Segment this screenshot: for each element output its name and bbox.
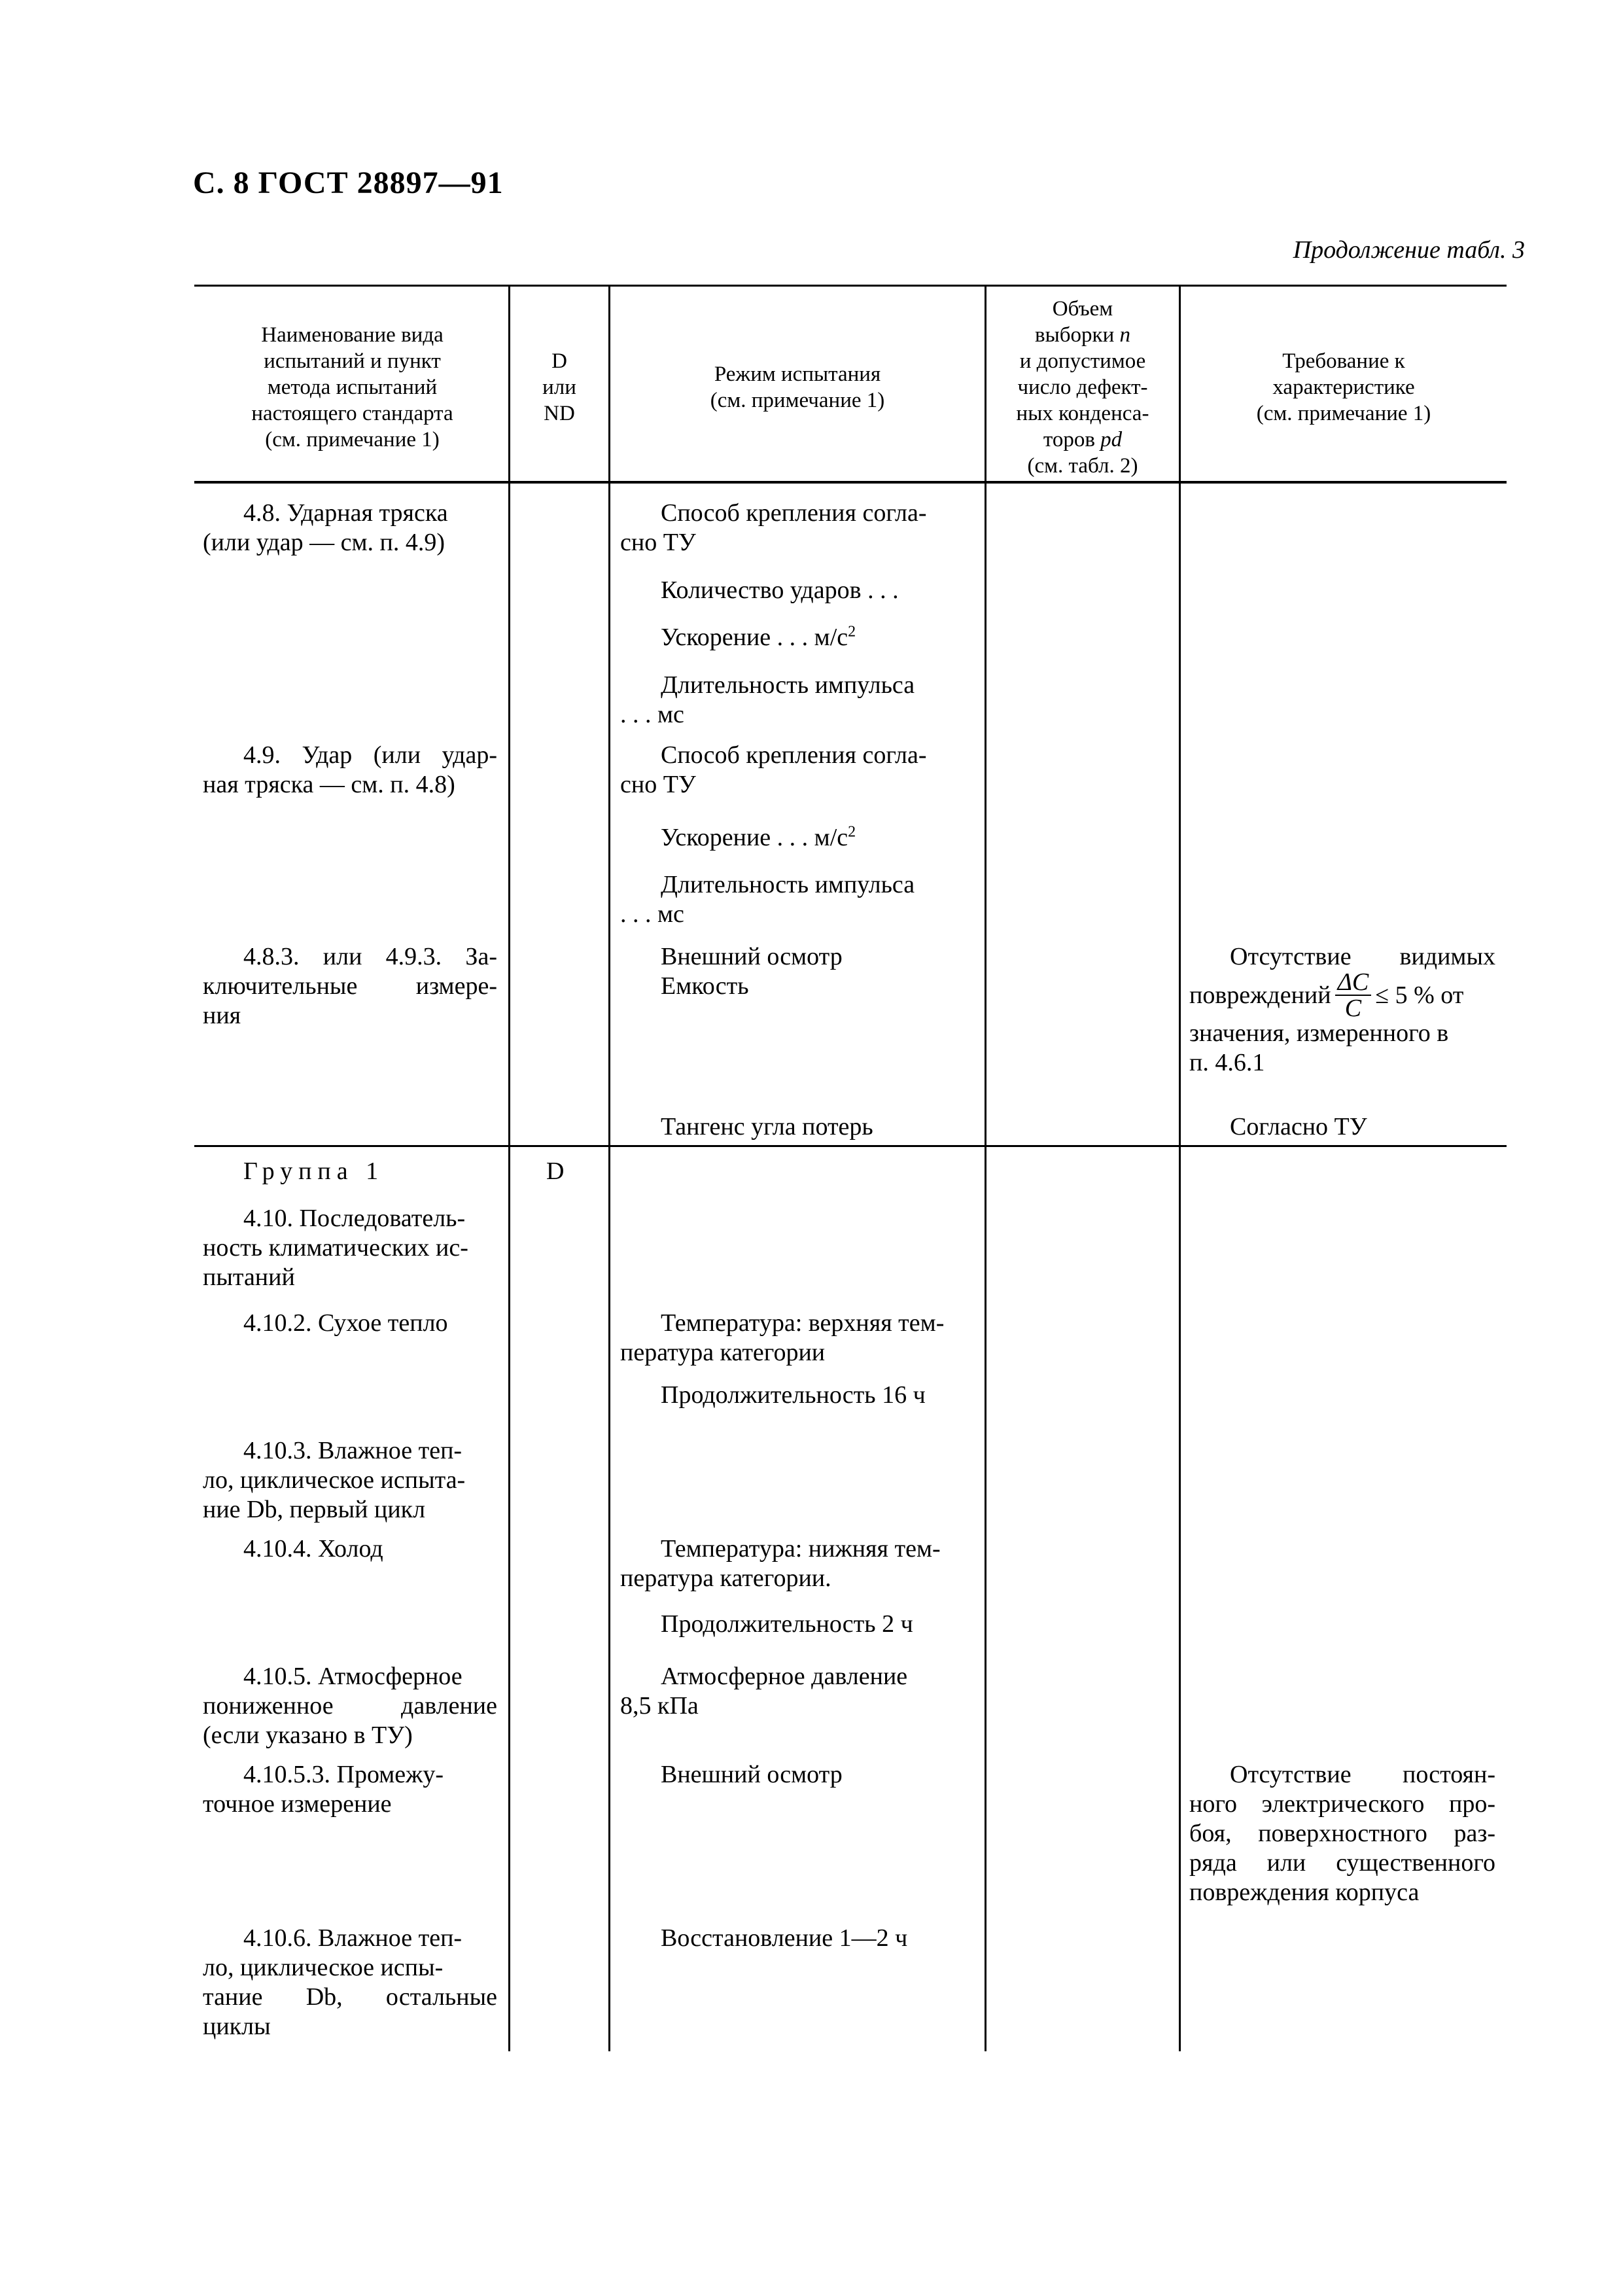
mode-acceleration-2: Ускорение . . . $м/с^2$ [661,823,856,851]
mode-visual-inspection-2: Внешний осмотр [661,1761,843,1788]
delta-c-over-c-fraction: $\frac{\Delta C}{C}$ [1335,970,1372,1021]
mode-temp-lower: Температура: нижняя тем- пература категории. [620,1535,941,1592]
test-4-10-5-label: 4.10.5. Атмосферное пониженное давление (если указано в ТУ) [203,1663,497,1749]
mode-impact-count: Количество ударов . . . [661,576,899,604]
mode-pulse-duration-1: Длительность импульса . . . мс [620,671,915,728]
mode-pulse-duration-2: Длительность импульса . . . мс [620,871,915,928]
column-divider-2 [608,285,610,2051]
mode-visual-inspection-1: Внешний осмотр Емкость [661,943,843,1000]
group-1-d-value: D [546,1157,565,1185]
requirement-no-damage: Отсутствие видимых повреждений $\frac{\Delta C}{C}$ ≤ 5 % от значения, измеренного в п. 4.6.1 [1189,943,1495,1076]
table-continuation-label: Продолжение табл. 3 [1293,236,1525,264]
column-divider-1 [508,285,510,2051]
table-top-rule [194,285,1507,287]
column-divider-3 [985,285,986,2051]
page-header: С. 8 ГОСТ 28897—91 [193,166,504,200]
section-divider-rule [194,1145,1507,1147]
column-header-test-mode: Режим испытания (см. примечание 1) [710,362,885,412]
test-4-8-3-label: 4.8.3. или 4.9.3. За- ключительные измере- ния [203,943,497,1029]
requirement-no-breakdown: Отсутствие постоян- ного электрического про- боя, поверхностного раз- ряда или существенного повреждения корпуса [1189,1761,1495,1906]
column-header-sample-size: Объем выборки n и допустимое число дефект- ных конденса- торов pd (см. табл. 2) [1016,297,1149,478]
test-4-10-4-label: 4.10.4. Холод [243,1535,383,1563]
group-1-heading: Группа 1 [243,1157,385,1185]
test-4-10-label: 4.10. Последователь- ность климатических ис- пытаний [203,1205,468,1291]
mode-acceleration-1: Ускорение . . . $м/с^2$ [661,623,856,651]
test-4-8-label: 4.8. Ударная тряска (или удар — см. п. 4.9) [203,499,448,556]
test-4-9-label: 4.9. Удар (или удар- ная тряска — см. п. 4.8) [203,741,497,798]
test-4-10-2-label: 4.10.2. Сухое тепло [243,1309,448,1337]
requirement-per-spec: Согласно ТУ [1230,1113,1367,1140]
mode-mounting-1: Способ крепления согла- сно ТУ [620,499,927,556]
mode-loss-tangent: Тангенс угла потерь [661,1113,873,1140]
test-4-10-5-3-label: 4.10.5.3. Промежу- точное измерение [203,1761,444,1818]
mode-duration-16h: Продолжительность 16 ч [661,1381,926,1409]
column-header-requirement: Требование к характеристике (см. примечание 1) [1256,349,1431,425]
mode-duration-2h: Продолжительность 2 ч [661,1610,913,1638]
mode-pressure: Атмосферное давление 8,5 кПа [620,1663,908,1720]
column-divider-4 [1179,285,1181,2051]
mode-temp-upper: Температура: верхняя тем- пература категории [620,1309,945,1366]
test-4-10-3-label: 4.10.3. Влажное теп- ло, циклическое испыта- ние Db, первый цикл [203,1437,466,1523]
column-header-d-nd: D или ND [542,349,576,425]
header-bottom-rule [194,481,1507,484]
mode-recovery: Восстановление 1—2 ч [661,1924,908,1952]
mode-mounting-2: Способ крепления согла- сно ТУ [620,741,927,798]
test-4-10-6-label: 4.10.6. Влажное теп- ло, циклическое испы- тание Db, остальные циклы [203,1924,497,2040]
column-header-test-name: Наименование вида испытаний и пункт метода испытаний настоящего стандарта (см. примечание 1) [251,323,453,451]
